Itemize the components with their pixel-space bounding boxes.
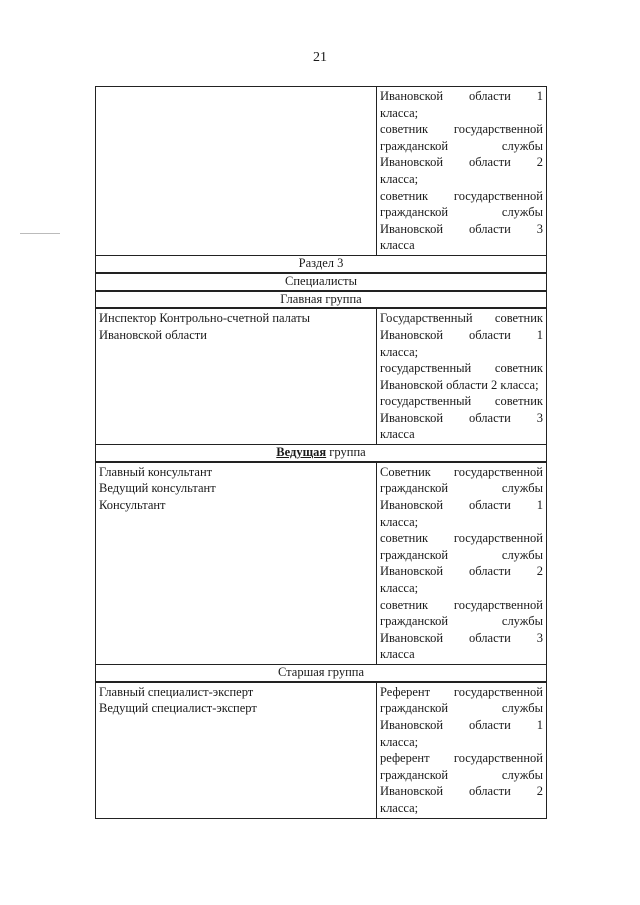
class-rank-line: Ивановской области 1 [380, 717, 543, 732]
group-header: Специалисты [96, 273, 547, 291]
class-rank-cell [377, 308, 547, 444]
class-rank-line: класса; [380, 514, 419, 529]
class-rank-line: Государственный советник [380, 311, 543, 326]
class-rank-line: Ивановской области 2 [380, 155, 543, 170]
class-rank-line: Референт государственной [380, 684, 543, 699]
class-rank-line: Ивановской области 1 [380, 498, 543, 513]
class-rank-line: Советник государственной [380, 464, 543, 479]
class-rank-line: гражданской службы [380, 547, 543, 562]
position-title: Ведущий специалист-эксперт [99, 701, 257, 716]
group-header-rest: группа [326, 445, 366, 460]
group-header-row [96, 291, 547, 309]
class-rank-line: класса; [380, 581, 419, 596]
class-rank-line: Ивановской области 2 класса; [380, 377, 539, 392]
class-rank-cell [377, 462, 547, 665]
class-rank-line: класса; [380, 171, 419, 186]
position-row [96, 462, 547, 665]
position-title: Ивановской области [99, 327, 207, 342]
group-header [96, 445, 547, 462]
position-title: Ведущий консультант [99, 481, 216, 496]
class-rank-line: гражданской службы [380, 138, 543, 153]
class-rank-line: гражданской службы [380, 767, 543, 782]
class-rank-line: класса; [380, 105, 419, 120]
position-titles-cell [96, 682, 377, 818]
class-rank-line: Ивановской области 3 [380, 410, 543, 425]
group-header: Старшая группа [96, 665, 547, 682]
class-rank-line: советник государственной [380, 122, 543, 137]
position-titles-cell [96, 87, 377, 256]
position-titles-cell [96, 308, 377, 444]
group-header-row [96, 445, 547, 462]
class-rank-line: гражданской службы [380, 481, 543, 496]
group-header-row [96, 665, 547, 682]
class-rank-cell [377, 87, 547, 256]
position-title: Консультант [99, 498, 166, 513]
class-rank-line: гражданской службы [380, 614, 543, 629]
position-title: Инспектор Контрольно-счетной палаты [99, 311, 310, 326]
class-rank-line: советник государственной [380, 597, 543, 612]
class-rank-line: Ивановской области 1 [380, 327, 543, 342]
class-rank-line: гражданской службы [380, 701, 543, 716]
positions-table [95, 86, 547, 819]
class-rank-line: референт государственной [380, 751, 543, 766]
class-rank-line: класса; [380, 800, 419, 815]
class-rank-line: гражданской службы [380, 205, 543, 220]
position-row [96, 87, 547, 256]
position-title: Главный консультант [99, 464, 213, 479]
position-titles-cell [96, 462, 377, 665]
class-rank-line: Ивановской области 3 [380, 221, 543, 236]
page-number: 21 [313, 50, 327, 65]
class-rank-line: советник государственной [380, 188, 543, 203]
class-rank-line: класса [380, 647, 415, 662]
position-row [96, 682, 547, 818]
class-rank-line: Ивановской области 1 [380, 89, 543, 103]
group-header: Главная группа [96, 291, 547, 309]
class-rank-line: государственный советник [380, 361, 543, 376]
group-header-row [96, 255, 547, 272]
class-rank-line: государственный советник [380, 394, 543, 409]
class-rank-line: советник государственной [380, 531, 543, 546]
position-title: Главный специалист-эксперт [99, 684, 254, 699]
group-header-row [96, 273, 547, 291]
scan-artifact [20, 233, 60, 234]
class-rank-line: класса; [380, 344, 419, 359]
class-rank-line: Ивановской области 2 [380, 784, 543, 799]
class-rank-line: класса [380, 238, 415, 253]
class-rank-cell [377, 682, 547, 818]
class-rank-line: Ивановской области 2 [380, 564, 543, 579]
position-row [96, 308, 547, 444]
class-rank-line: класса [380, 427, 415, 442]
class-rank-line: класса; [380, 734, 419, 749]
class-rank-line: Ивановской области 3 [380, 630, 543, 645]
group-header-emphasis: Ведущая [276, 445, 327, 460]
group-header: Раздел 3 [96, 255, 547, 272]
